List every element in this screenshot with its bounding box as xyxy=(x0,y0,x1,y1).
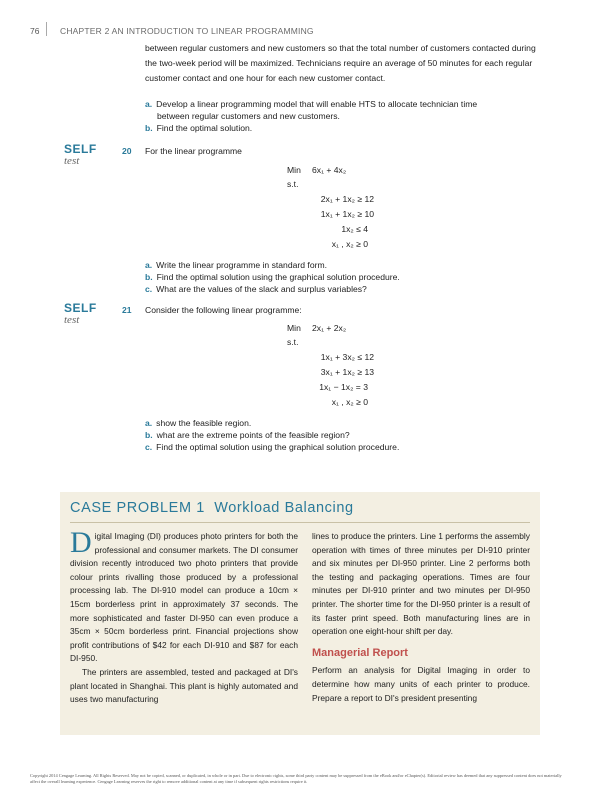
case-paragraph: lines to produce the printers. Line 1 performs the assembly operation with times of three minutes per DI-910 printer and six minutes per DI-950 printer. Line 2 performs both the testing and packaging operations. Times are four minutes per DI-910 printer and two minutes per DI-950 printer. The shorter time for the DI-950 printer is a result of its faster print speed. Both manufacturing lines are in operation one eight-hour shift per day. xyxy=(312,531,530,637)
case-paragraph: Perform an analysis for Digital Imaging in order to determine how many units of each printer to produce. Prepare a report to DI's president presenting xyxy=(312,665,530,703)
question-prompt: For the linear programme xyxy=(145,146,242,156)
intro-paragraph: between regular customers and new customers so that the total number of customers contacted during the two-week period will be maximized. Technicians require an average of 50 minutes for each regular customer contact and one hour for each new customer contact. xyxy=(145,43,536,83)
case-label: CASE PROBLEM 1 xyxy=(70,500,205,516)
st-label: s.t. xyxy=(287,337,299,347)
question-items xyxy=(145,417,540,453)
self-test-sublabel: test xyxy=(64,155,80,167)
list-item: c. What are the values of the slack and surplus variables? xyxy=(145,284,367,294)
copyright-footer: Copyright 2014 Cengage Learning. All Rights Reserved. May not be copied, scanned, or duplicated, in whole or in part. Due to electronic rights, some third party content may be suppressed from the eBook and/or eChapter(s). Editorial review has deemed that any suppressed content does not materially affect the overall learning experience. Cengage Learning reserves the right to remove additional content at any time if subsequent rights restrictions require it. xyxy=(30,773,562,784)
case-divider xyxy=(70,522,530,523)
self-test-label: SELF xyxy=(64,301,97,315)
list-item: b. what are the extreme points of the feasible region? xyxy=(145,430,350,440)
header-divider xyxy=(46,22,47,36)
constraint: 1x₁ + 1x₂ ≥ 10 xyxy=(320,209,374,219)
case-title xyxy=(70,500,354,516)
list-item: c. Find the optimal solution using the graphical solution procedure. xyxy=(145,442,400,452)
page-header xyxy=(0,0,600,38)
constraint: 1x₁ + 3x₂ ≤ 12 xyxy=(320,352,374,362)
list-item: b. Find the optimal solution. xyxy=(145,123,253,133)
question-items xyxy=(145,259,540,295)
min-label: Min xyxy=(287,323,301,333)
self-test-sublabel: test xyxy=(64,314,80,326)
objective-function: 6x₁ + 4x₂ xyxy=(312,165,347,175)
list-item: a. Develop a linear programming model that will enable HTS to allocate technician time xyxy=(145,99,478,109)
case-paragraph: The printers are assembled, tested and packaged at DI's plant located in Shanghai. This plant is highly automated and uses two manufacturing xyxy=(70,666,298,705)
chapter-title: CHAPTER 2 AN INTRODUCTION TO LINEAR PROGRAMMING xyxy=(60,26,314,36)
case-problem-box xyxy=(60,492,540,735)
constraint: 1x₁ − 1x₂ = 3 xyxy=(319,382,368,392)
nonnegativity-constraint: x₁ , x₂ ≥ 0 xyxy=(331,239,368,249)
question-number: 20 xyxy=(122,146,132,156)
case-paragraph: igital Imaging (DI) produces photo printers for both the professional and consumer markets. The DI consumer division recently introduced two photo printers that provide colour prints rivalling those produced by a professional processing lab. The DI-910 model can produce a 10cm × 15cm borderless print in approximately 37 seconds. The more sophisticated and faster DI-950 can even produce a 35cm × 50cm borderless print. Financial projections show profit contributions of $42 for each DI-910 and $87 for each DI-950. xyxy=(70,531,298,664)
page-number: 76 xyxy=(30,26,40,36)
list-item: b. Find the optimal solution using the graphical solution procedure. xyxy=(145,272,400,282)
constraint: 3x₁ + 1x₂ ≥ 13 xyxy=(320,367,374,377)
constraint: 1x₂ ≤ 4 xyxy=(341,224,368,234)
min-label: Min xyxy=(287,165,301,175)
objective-function: 2x₁ + 2x₂ xyxy=(312,323,347,333)
list-item: a. show the feasible region. xyxy=(145,418,252,428)
question-prompt: Consider the following linear programme: xyxy=(145,305,302,315)
question-number: 21 xyxy=(122,305,132,315)
st-label: s.t. xyxy=(287,179,299,189)
managerial-report-heading: Managerial Report xyxy=(312,646,408,659)
intro-items xyxy=(145,98,540,134)
self-test-label: SELF xyxy=(64,142,97,156)
list-item: a. Write the linear programme in standard form. xyxy=(145,260,328,270)
list-item-continuation: between regular customers and new customers. xyxy=(157,111,340,121)
case-name: Workload Balancing xyxy=(214,500,354,516)
case-left-column xyxy=(70,526,298,707)
case-right-column xyxy=(312,530,530,705)
drop-cap: D xyxy=(70,526,92,559)
constraint: 2x₁ + 1x₂ ≥ 12 xyxy=(320,194,374,204)
nonnegativity-constraint: x₁ , x₂ ≥ 0 xyxy=(331,397,368,407)
